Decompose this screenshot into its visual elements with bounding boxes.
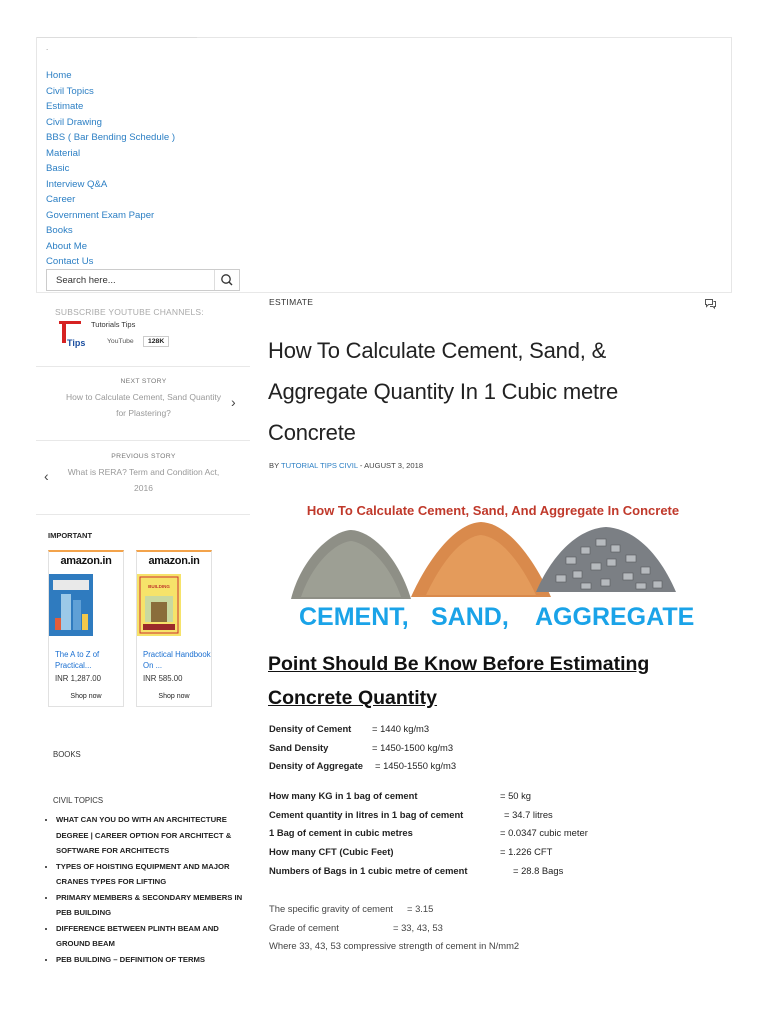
ad-product-title[interactable]: Practical Handbook On ... — [143, 650, 211, 670]
row-label: Density of Aggregate — [269, 760, 363, 772]
menu-item-civil-topics[interactable]: Civil Topics — [46, 85, 94, 97]
shop-now-button[interactable]: Shop now — [70, 693, 102, 700]
shop-now-button[interactable]: Shop now — [158, 693, 190, 700]
post-date: - AUGUST 3, 2018 — [357, 461, 424, 470]
channel-name[interactable]: Tutorials Tips — [91, 320, 136, 329]
list-item[interactable]: • PRIMARY MEMBERS & SECONDARY MEMBERS IN PEB BUILDING — [56, 890, 251, 921]
list-item[interactable]: • PEB BUILDING – DEFINITION OF TERMS — [56, 952, 251, 968]
cement-spec-text — [269, 900, 519, 956]
row-label: 1 Bag of cement in cubic metres — [269, 827, 413, 839]
civil-topics-list — [44, 812, 251, 967]
menu-item-civil-drawing[interactable]: Civil Drawing — [46, 116, 102, 128]
category-link[interactable]: ESTIMATE — [269, 297, 314, 307]
youtube-subscribe-button[interactable]: YouTube — [107, 338, 134, 345]
row-label: How many KG in 1 bag of cement — [269, 790, 418, 801]
comment-icon[interactable] — [704, 297, 717, 309]
amazon-logo: amazon.in — [60, 555, 112, 567]
menu-item-bbs[interactable]: BBS ( Bar Bending Schedule ) — [46, 132, 176, 143]
row-value: = 28.8 Bags — [513, 864, 564, 876]
list-item[interactable]: • WHAT CAN YOU DO WITH AN ARCHITECTURE DEGREE | CAREER OPTION FOR ARCHITECT & SOFTWARE FOR ARCHITECTS — [56, 812, 251, 859]
important-heading: IMPORTANT — [48, 531, 93, 540]
article-title: How To Calculate Cement, Sand, & Aggregate Quantity In 1 Cubic metre Concrete — [268, 338, 619, 445]
previous-story-link[interactable] — [60, 453, 227, 496]
amazon-ad-card[interactable] — [136, 550, 212, 707]
next-story-link[interactable] — [60, 378, 227, 421]
menu-item-home[interactable]: Home — [46, 70, 72, 81]
sidebar-divider — [36, 440, 250, 441]
sidebar-divider — [36, 366, 250, 367]
menu-dot: . — [46, 43, 49, 52]
row-value: = 34.7 litres — [504, 808, 553, 820]
specific-gravity-label: The specific gravity of cement — [269, 903, 394, 914]
row-value: = 1450-1550 kg/m3 — [375, 760, 457, 772]
next-story-label: NEXT STORY — [120, 378, 167, 385]
search-input[interactable] — [54, 274, 218, 287]
chevron-left-icon[interactable]: ‹ — [44, 468, 49, 484]
top-divider — [37, 37, 197, 38]
menu-item-basic[interactable]: Basic — [46, 163, 70, 174]
grade-note: Where 33, 43, 53 compressive strength of cement in N/mm2 — [269, 940, 520, 951]
featured-image — [281, 497, 706, 635]
row-label: Sand Density — [269, 741, 329, 753]
grade-value: = 33, 43, 53 — [393, 921, 443, 933]
hero-headline: How To Calculate Cement, Sand, And Aggregate In Concrete — [306, 503, 680, 518]
youtube-widget-title: SUBSCRIBE YOUTUBE CHANNELS: — [55, 307, 204, 317]
book-cover-image[interactable] — [49, 574, 93, 636]
search-box — [46, 269, 240, 291]
svg-text:Tips: Tips — [67, 338, 86, 348]
sidebar-divider — [36, 514, 250, 515]
row-label: Numbers of Bags in 1 cubic metre of cement — [269, 864, 468, 876]
byline — [269, 461, 423, 470]
list-item[interactable]: • TYPES OF HOISTING EQUIPMENT AND MAJOR CRANES TYPES FOR LIFTING — [56, 859, 251, 890]
menu-item-contact[interactable]: Contact Us — [46, 256, 94, 267]
menu-item-exam-paper[interactable]: Government Exam Paper — [46, 209, 155, 221]
ad-price: INR 585.00 — [143, 674, 183, 683]
civil-topics-heading: CIVIL TOPICS — [53, 796, 104, 805]
menu-item-interview[interactable]: Interview Q&A — [46, 178, 108, 190]
specific-gravity-value: = 3.15 — [407, 903, 434, 914]
book-cover-image[interactable] — [137, 574, 181, 636]
grade-label: Grade of cement — [269, 921, 339, 933]
next-story-title[interactable]: How to Calculate Cement, Sand Quantity for Plastering? — [66, 392, 221, 418]
previous-story-title[interactable]: What is RERA? Term and Condition Act, 2016 — [67, 467, 220, 493]
row-label: How many CFT (Cubic Feet) — [269, 846, 394, 858]
menu-item-about[interactable]: About Me — [46, 240, 88, 252]
amazon-ad-card[interactable] — [48, 550, 124, 707]
byline-prefix: BY — [269, 461, 281, 470]
search-button[interactable] — [214, 270, 239, 290]
menu-item-career[interactable]: Career — [46, 194, 76, 205]
subscriber-count: 128K — [143, 336, 169, 347]
channel-logo[interactable] — [59, 321, 86, 349]
hero-label-aggregate: AGGREGATE — [535, 603, 695, 631]
specific-gravity-line — [269, 900, 519, 919]
section-heading: Point Should Be Know Before Estimating Concrete Quantity — [268, 653, 650, 709]
ad-product-title[interactable]: The A to Z of Practical... — [55, 650, 100, 670]
svg-text:BUILDING: BUILDING — [148, 584, 170, 589]
row-label: Density of Cement — [269, 723, 352, 734]
previous-story-label: PREVIOUS STORY — [111, 453, 176, 460]
row-value: = 0.0347 cubic meter — [500, 827, 588, 839]
amazon-logo: amazon.in — [148, 555, 200, 567]
header-divider — [36, 292, 732, 293]
menu-item-material[interactable]: Material — [46, 147, 81, 159]
books-heading: BOOKS — [53, 750, 81, 759]
menu-item-books[interactable]: Books — [46, 225, 73, 236]
hero-label-sand: SAND, — [431, 603, 509, 631]
main-menu — [46, 68, 175, 270]
row-value: = 50 kg — [500, 790, 532, 801]
chevron-right-icon[interactable]: › — [231, 394, 236, 410]
row-value: = 1.226 CFT — [500, 846, 553, 858]
menu-item-estimate[interactable]: Estimate — [46, 101, 84, 112]
search-icon — [215, 270, 239, 290]
list-item[interactable]: • DIFFERENCE BETWEEN PLINTH BEAM AND GROUND BEAM — [56, 921, 251, 952]
author-link[interactable]: TUTORIAL TIPS CIVIL — [280, 461, 358, 470]
row-label: Cement quantity in litres in 1 bag of cement — [269, 808, 464, 820]
top-navigation-panel — [36, 37, 732, 293]
hero-label-cement: CEMENT, — [299, 603, 409, 631]
ad-price: INR 1,287.00 — [55, 674, 101, 683]
row-value: = 1450-1500 kg/m3 — [372, 741, 454, 753]
row-value: = 1440 kg/m3 — [372, 723, 430, 734]
grade-line — [269, 919, 519, 938]
